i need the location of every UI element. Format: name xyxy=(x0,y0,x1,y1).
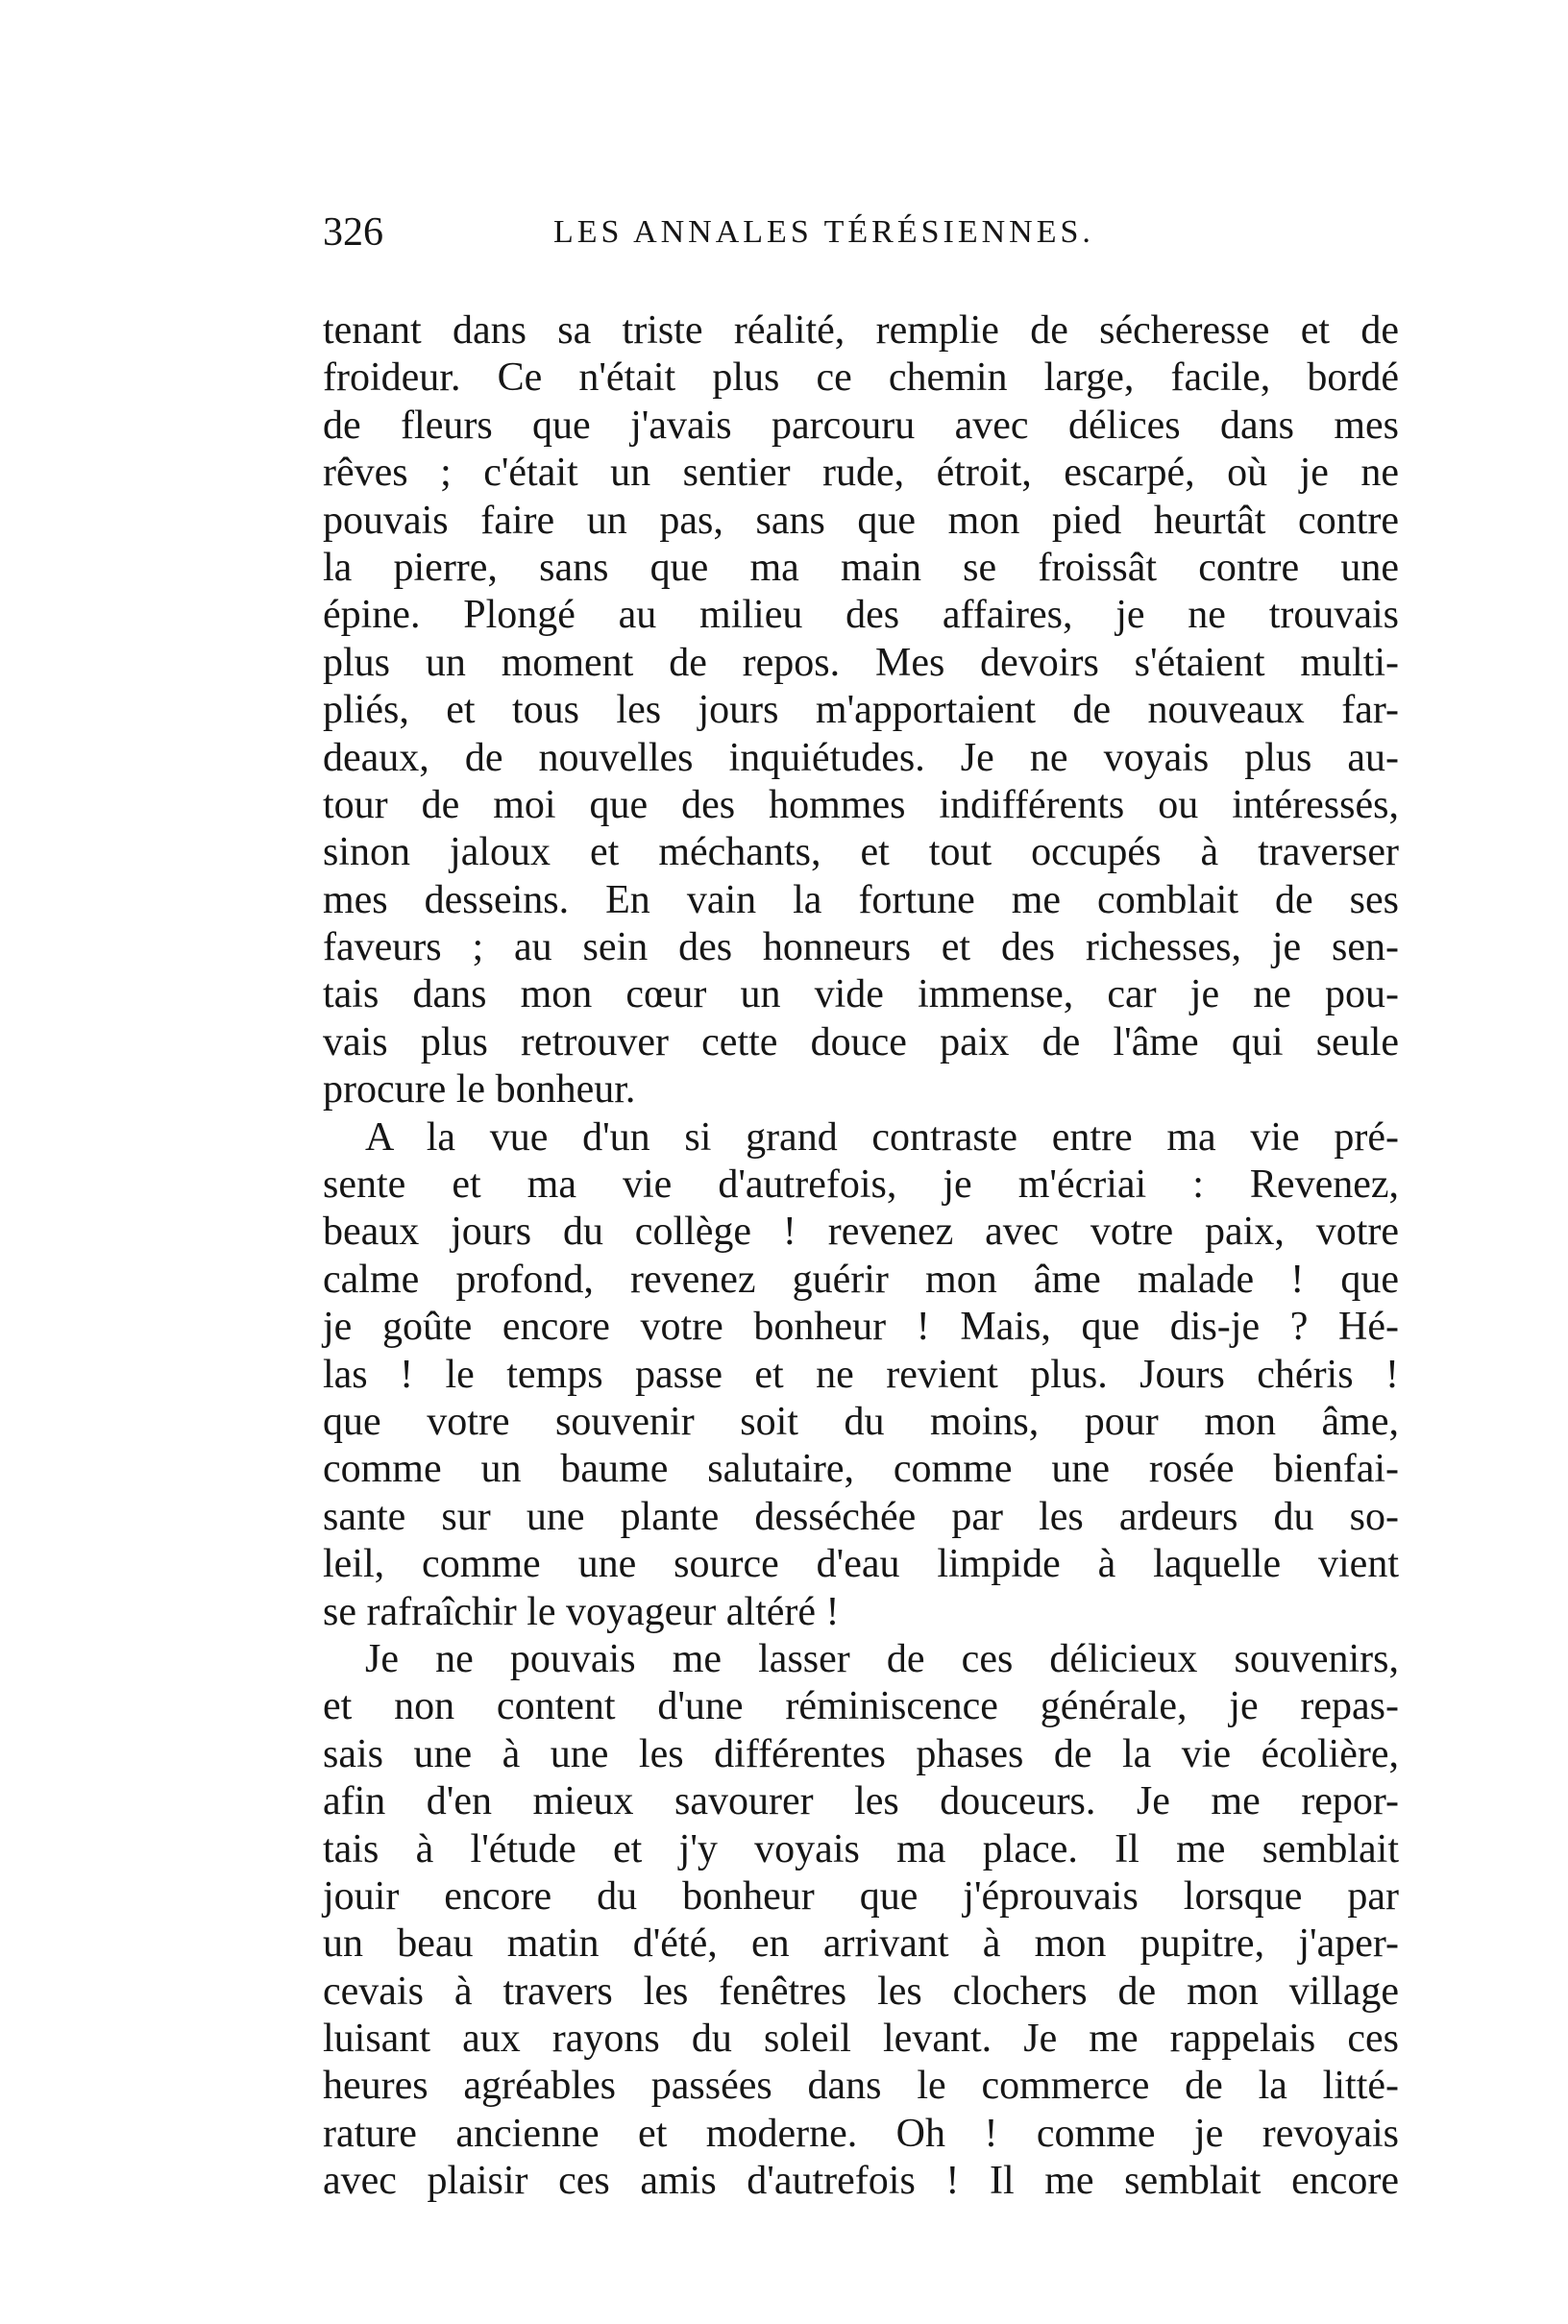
text-line: leil, comme une source d'eau limpide à laquelle vient xyxy=(323,1542,1399,1587)
text-line: de fleurs que j'avais parcouru avec délices dans mes xyxy=(323,403,1399,448)
text-line: je goûte encore votre bonheur ! Mais, que dis-je ? Hé- xyxy=(323,1305,1399,1350)
text-line: procure le bonheur. xyxy=(323,1067,636,1113)
text-line: la pierre, sans que ma main se froissât contre une xyxy=(323,545,1399,590)
text-line: beaux jours du collège ! revenez avec votre paix, votre xyxy=(323,1210,1399,1255)
text-line: sinon jaloux et méchants, et tout occupés à traverser xyxy=(323,830,1399,875)
text-line: un beau matin d'été, en arrivant à mon pupitre, j'aper- xyxy=(323,1921,1399,1967)
text-line: rêves ; c'était un sentier rude, étroit, escarpé, où je ne xyxy=(323,451,1399,496)
text-line: tour de moi que des hommes indifférents ou intéressés, xyxy=(323,782,1399,827)
text-line: luisant aux rayons du soleil levant. Je me rappelais ces xyxy=(323,2017,1399,2062)
text-line: sais une à une les différentes phases de la vie écolière, xyxy=(323,1731,1399,1776)
text-line: et non content d'une réminiscence générale, je repas- xyxy=(323,1684,1399,1729)
text-line: que votre souvenir soit du moins, pour mon âme, xyxy=(323,1399,1399,1444)
running-head xyxy=(323,204,1399,261)
text-line: comme un baume salutaire, comme une rosée bienfai- xyxy=(323,1447,1399,1492)
text-line: A la vue d'un si grand contraste entre ma vie pré- xyxy=(365,1114,1399,1160)
text-line: vais plus retrouver cette douce paix de l'âme qui seule xyxy=(323,1019,1399,1064)
text-line: deaux, de nouvelles inquiétudes. Je ne voyais plus au- xyxy=(323,735,1399,780)
text-line: tais à l'étude et j'y voyais ma place. Il me semblait xyxy=(323,1826,1399,1871)
text-line: calme profond, revenez guérir mon âme malade ! que xyxy=(323,1257,1399,1302)
running-title: LES ANNALES TÉRÉSIENNES. xyxy=(553,214,1094,250)
text-line: rature ancienne et moderne. Oh ! comme je revoyais xyxy=(323,2111,1399,2156)
text-line: jouir encore du bonheur que j'éprouvais lorsque par xyxy=(323,1873,1399,1919)
text-line: mes desseins. En vain la fortune me comblait de ses xyxy=(323,877,1399,922)
text-line: cevais à travers les fenêtres les clochers de mon village xyxy=(323,1969,1399,2014)
text-line: froideur. Ce n'était plus ce chemin large, facile, bordé xyxy=(323,355,1399,401)
text-line: sente et ma vie d'autrefois, je m'écriai : Revenez, xyxy=(323,1162,1399,1208)
body-text xyxy=(323,307,1399,2206)
text-line: tais dans mon cœur un vide immense, car je ne pou- xyxy=(323,972,1399,1017)
text-line: se rafraîchir le voyageur altéré ! xyxy=(323,1589,840,1634)
text-line: pouvais faire un pas, sans que mon pied heurtât contre xyxy=(323,498,1399,543)
text-line: faveurs ; au sein des honneurs et des richesses, je sen- xyxy=(323,925,1399,970)
text-line: Je ne pouvais me lasser de ces délicieux souvenirs, xyxy=(365,1636,1399,1681)
text-line: tenant dans sa triste réalité, remplie de sécheresse et de xyxy=(323,308,1399,353)
text-line: las ! le temps passe et ne revient plus. Jours chéris ! xyxy=(323,1352,1399,1397)
text-line: afin d'en mieux savourer les douceurs. Je me repor- xyxy=(323,1779,1399,1824)
page-number: 326 xyxy=(323,210,383,255)
text-line: plus un moment de repos. Mes devoirs s'étaient multi- xyxy=(323,640,1399,685)
text-line: pliés, et tous les jours m'apportaient de nouveaux far- xyxy=(323,688,1399,733)
text-line: sante sur une plante desséchée par les ardeurs du so- xyxy=(323,1494,1399,1539)
text-line: avec plaisir ces amis d'autrefois ! Il me semblait encore xyxy=(323,2159,1399,2204)
text-line: heures agréables passées dans le commerce de la litté- xyxy=(323,2064,1399,2109)
text-line: épine. Plongé au milieu des affaires, je ne trouvais xyxy=(323,593,1399,638)
